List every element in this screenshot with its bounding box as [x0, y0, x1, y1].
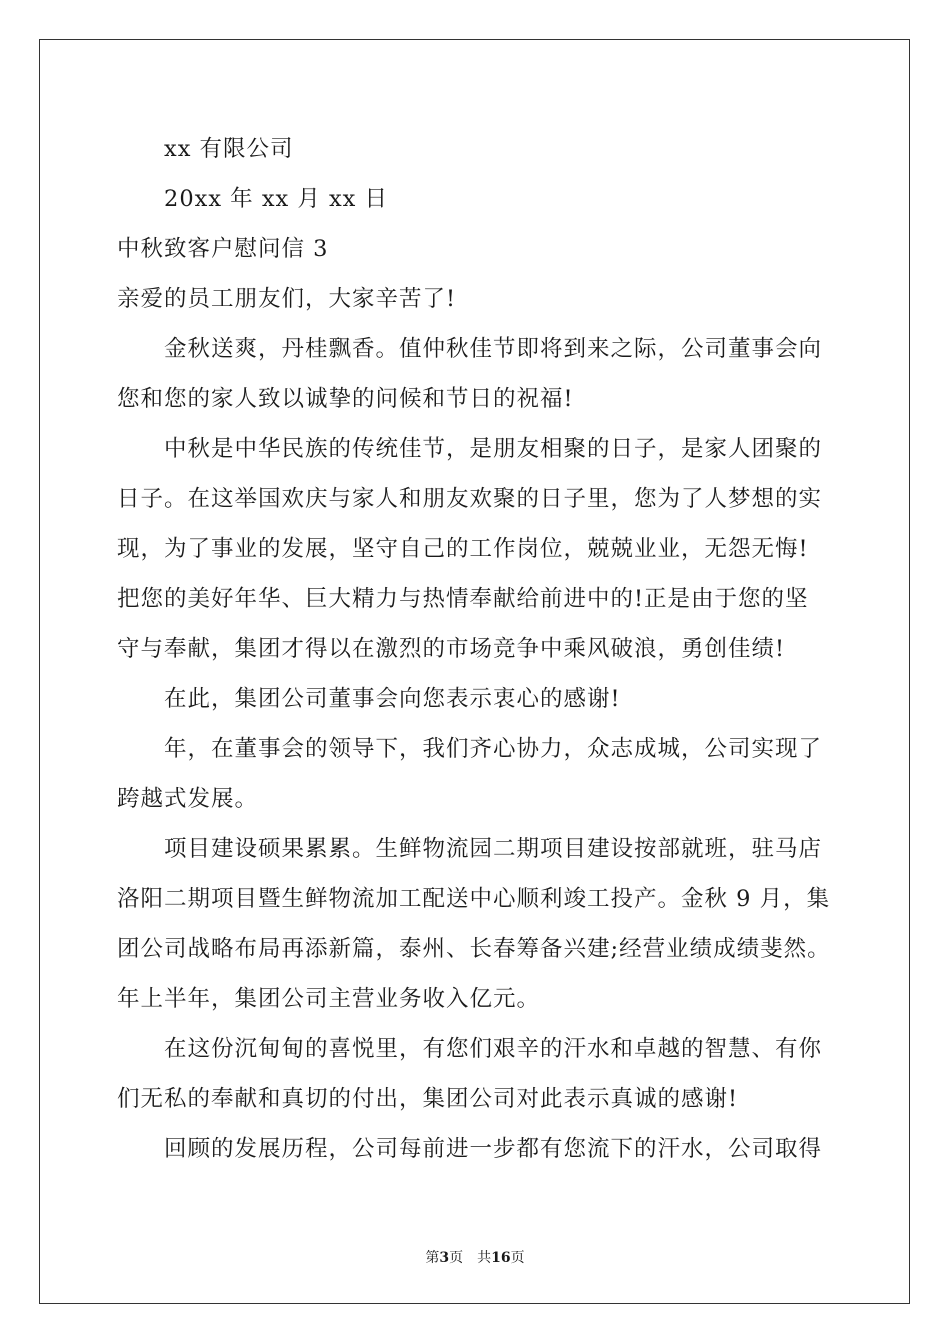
- company-name-line: xx 有限公司: [164, 136, 294, 162]
- paragraph-line: 跨越式发展。: [117, 786, 259, 812]
- paragraph-line: 在这份沉甸甸的喜悦里，有您们艰辛的汗水和卓越的智慧、有你: [164, 1036, 823, 1062]
- page-prefix: 第: [425, 1250, 440, 1266]
- paragraph-line: 把您的美好年华、巨大精力与热情奉献给前进中的!正是由于您的坚: [117, 586, 809, 612]
- page-footer: [0, 1248, 950, 1268]
- date-line: 20xx 年 xx 月 xx 日: [164, 186, 389, 212]
- salutation: 亲爱的员工朋友们，大家辛苦了!: [117, 286, 457, 312]
- paragraph-line: 们无私的奉献和真切的付出，集团公司对此表示真诚的感谢!: [117, 1086, 739, 1112]
- page-unit: 页: [449, 1250, 464, 1266]
- paragraph-line: 守与奉献，集团才得以在激烈的市场竞争中乘风破浪，勇创佳绩!: [117, 636, 786, 662]
- letter-title: 中秋致客户慰问信 3: [117, 236, 329, 262]
- paragraph-line: 在此，集团公司董事会向您表示衷心的感谢!: [164, 686, 621, 712]
- paragraph-line: 现，为了事业的发展，坚守自己的工作岗位，兢兢业业，无怨无悔!: [117, 536, 809, 562]
- paragraph-line: 项目建设硕果累累。生鲜物流园二期项目建设按部就班，驻马店: [164, 836, 823, 862]
- current-page-number: 3: [439, 1250, 450, 1266]
- paragraph-line: 金秋送爽，丹桂飘香。值仲秋佳节即将到来之际，公司董事会向: [164, 336, 823, 362]
- paragraph-line: 您和您的家人致以诚挚的问候和节日的祝福!: [117, 386, 574, 412]
- paragraph-line: 洛阳二期项目暨生鲜物流加工配送中心顺利竣工投产。金秋 9 月，集: [117, 886, 831, 912]
- paragraph-line: 日子。在这举国欢庆与家人和朋友欢聚的日子里，您为了人梦想的实: [117, 486, 823, 512]
- total-page-count: 16: [491, 1250, 511, 1266]
- paragraph-line: 团公司战略布局再添新篇，泰州、长春筹备兴建;经营业绩成绩斐然。: [117, 936, 831, 962]
- total-prefix: 共: [477, 1250, 492, 1266]
- paragraph-line: 回顾的发展历程，公司每前进一步都有您流下的汗水，公司取得: [164, 1136, 823, 1162]
- paragraph-line: 中秋是中华民族的传统佳节，是朋友相聚的日子，是家人团聚的: [164, 436, 823, 462]
- paragraph-line: 年，在董事会的领导下，我们齐心协力，众志成城，公司实现了: [164, 736, 823, 762]
- paragraph-line: 年上半年，集团公司主营业务收入亿元。: [117, 986, 541, 1012]
- total-unit: 页: [510, 1250, 525, 1266]
